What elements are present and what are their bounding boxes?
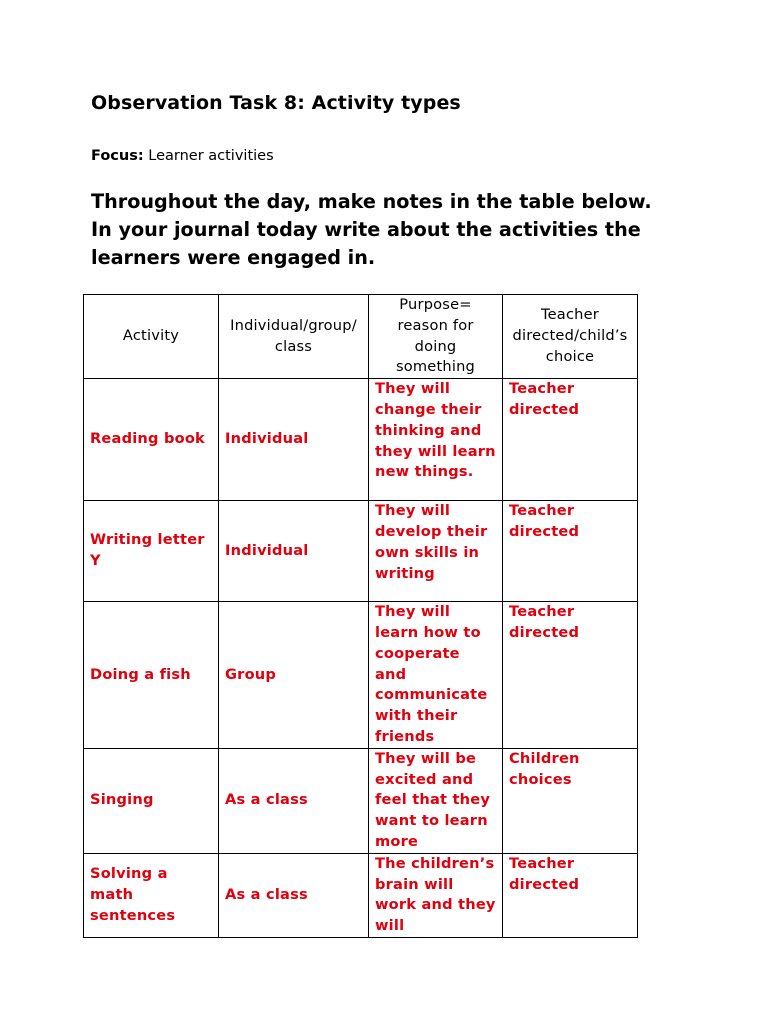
cell-direction: Teacher directed — [503, 379, 638, 501]
cell-activity: Writing letter Y — [84, 501, 219, 602]
cell-purpose: The children’s brain will work and they will — [369, 853, 503, 937]
header-purpose: Purpose= reason for doing something — [369, 295, 503, 379]
instruction-line: Throughout the day, make notes in the table below. — [91, 190, 652, 213]
table-row — [84, 501, 638, 602]
cell-activity: Doing a fish — [84, 602, 219, 749]
cell-grouping: As a class — [219, 748, 369, 853]
header-direction: Teacher directed/child’s choice — [503, 295, 638, 379]
cell-purpose: They will change their thinking and they will learn new things. — [369, 379, 503, 501]
instruction-line: learners were engaged in. — [91, 246, 376, 269]
table-row — [84, 748, 638, 853]
cell-activity: Solving a math sentences — [84, 853, 219, 937]
cell-purpose: They will learn how to cooperate and communicate with their friends — [369, 602, 503, 749]
focus-value: Learner activities — [148, 148, 274, 164]
cell-purpose: They will be excited and feel that they want to learn more — [369, 748, 503, 853]
focus-label: Focus: — [91, 148, 144, 164]
focus-line — [91, 148, 274, 164]
cell-grouping: Individual — [219, 501, 369, 602]
table-row — [84, 853, 638, 937]
cell-grouping: Individual — [219, 379, 369, 501]
cell-grouping: Group — [219, 602, 369, 749]
page-title: Observation Task 8: Activity types — [91, 92, 461, 114]
cell-direction: Children choices — [503, 748, 638, 853]
cell-direction: Teacher directed — [503, 501, 638, 602]
table-row — [84, 602, 638, 749]
cell-activity: Reading book — [84, 379, 219, 501]
cell-direction: Teacher directed — [503, 602, 638, 749]
table-row — [84, 379, 638, 501]
cell-activity: Singing — [84, 748, 219, 853]
instruction-line: In your journal today write about the activities the — [91, 218, 641, 241]
header-activity: Activity — [84, 295, 219, 379]
table-header-row — [84, 295, 638, 379]
cell-purpose: They will develop their own skills in writing — [369, 501, 503, 602]
header-grouping-text: Individual/group/class — [230, 316, 357, 355]
activity-table — [83, 294, 638, 938]
instructions — [91, 188, 731, 272]
cell-grouping: As a class — [219, 853, 369, 937]
header-grouping — [219, 295, 369, 379]
cell-direction: Teacher directed — [503, 853, 638, 937]
